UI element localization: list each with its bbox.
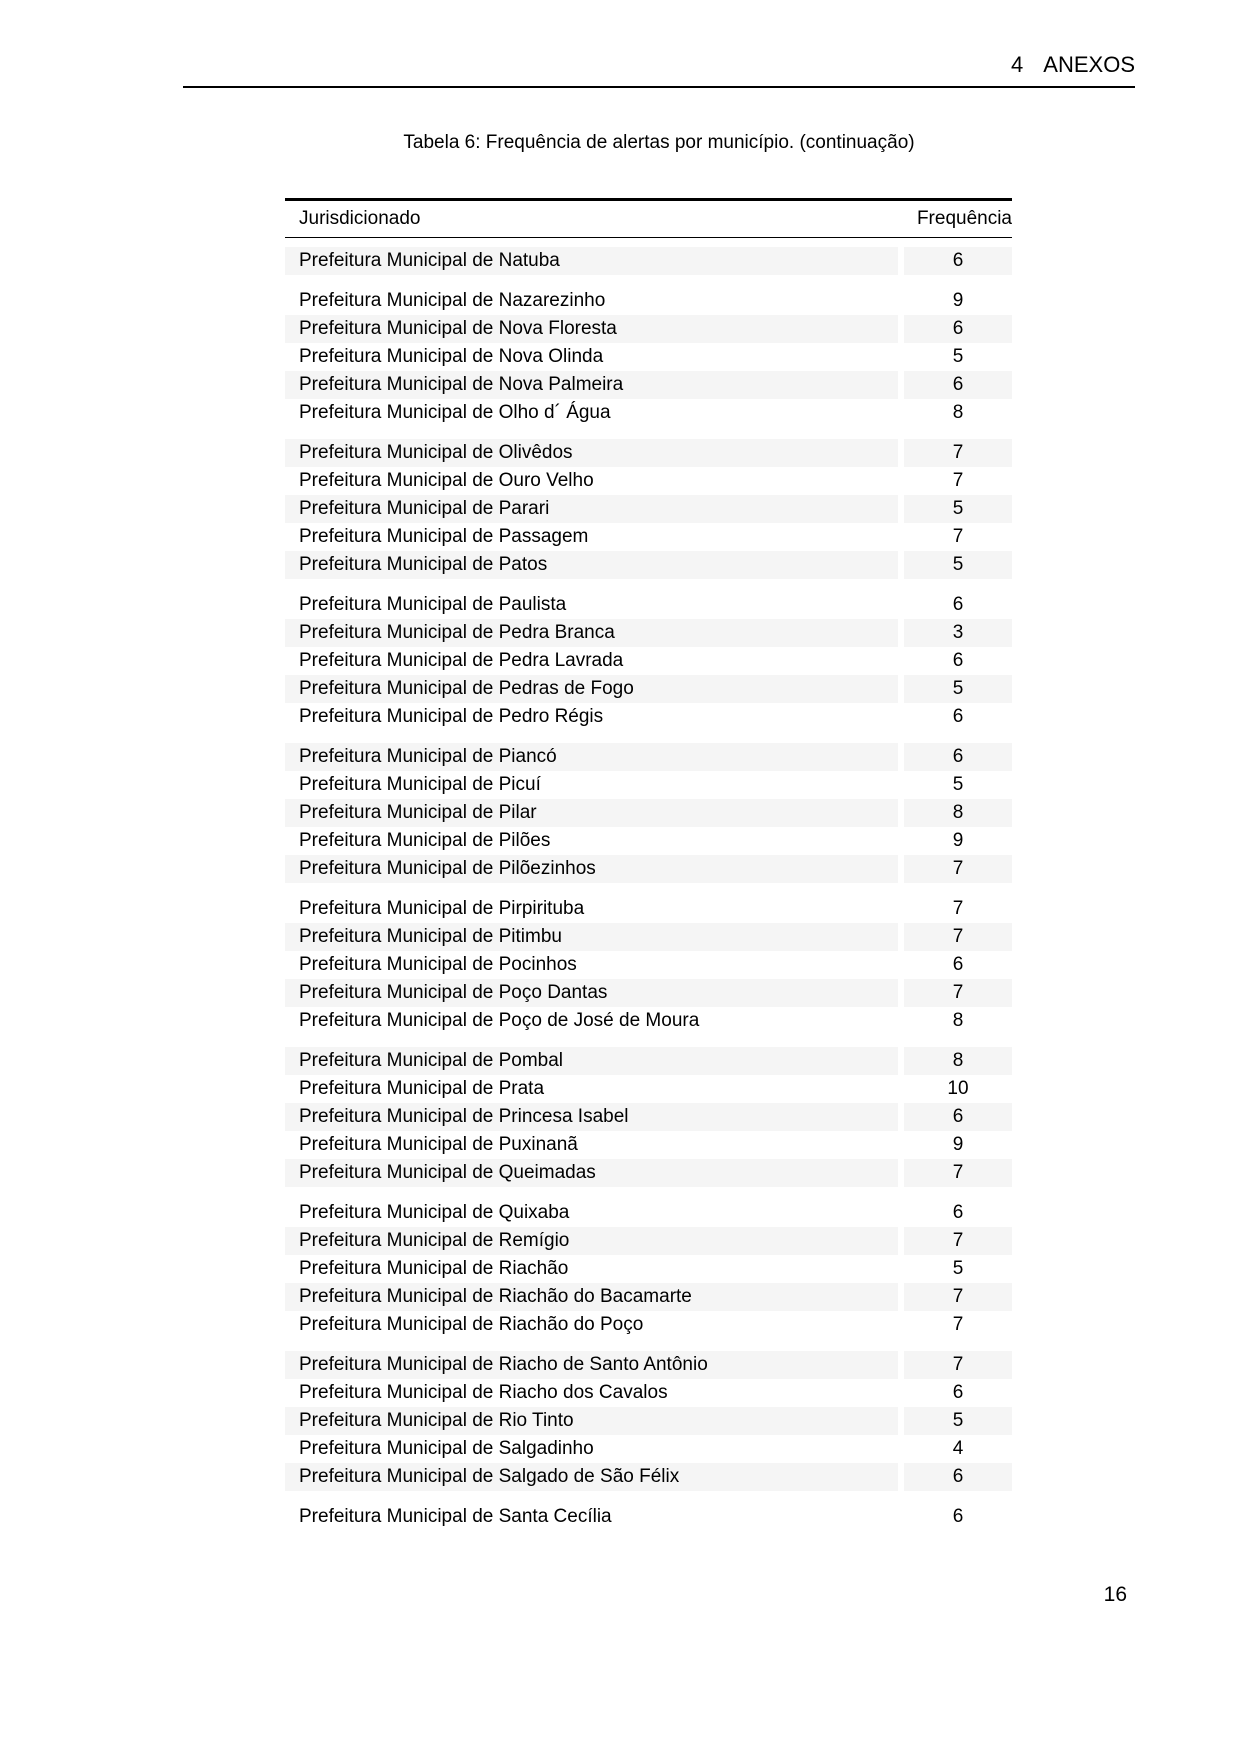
frequencia-cell: 6 [904, 315, 1012, 343]
table-row [285, 1047, 1012, 1075]
table-row [285, 591, 1012, 619]
table-row [285, 979, 1012, 1007]
jurisdicionado-cell: Prefeitura Municipal de Pirpirituba [299, 898, 585, 919]
frequencia-cell: 5 [904, 675, 1012, 703]
jurisdicionado-cell: Prefeitura Municipal de Santa Cecília [299, 1506, 612, 1527]
jurisdicionado-cell: Prefeitura Municipal de Paulista [299, 594, 567, 615]
frequencia-cell: 9 [952, 1134, 964, 1155]
jurisdicionado-cell: Prefeitura Municipal de Salgado de São Félix [285, 1463, 898, 1491]
jurisdicionado-cell: Prefeitura Municipal de Queimadas [285, 1159, 898, 1187]
jurisdicionado-cell: Prefeitura Municipal de Pedras de Fogo [285, 675, 898, 703]
frequencia-cell: 7 [904, 923, 1012, 951]
jurisdicionado-cell: Prefeitura Municipal de Natuba [285, 247, 898, 275]
frequencia-cell: 7 [952, 898, 964, 919]
jurisdicionado-cell: Prefeitura Municipal de Pitimbu [285, 923, 898, 951]
jurisdicionado-cell: Prefeitura Municipal de Prata [299, 1078, 545, 1099]
frequencia-cell: 5 [952, 774, 964, 795]
jurisdicionado-cell: Prefeitura Municipal de Riacho dos Cavalos [299, 1382, 668, 1403]
table-row [285, 247, 1012, 275]
frequencia-cell: 9 [952, 290, 964, 311]
jurisdicionado-cell: Prefeitura Municipal de Rio Tinto [285, 1407, 898, 1435]
jurisdicionado-cell: Prefeitura Municipal de Nova Palmeira [285, 371, 898, 399]
jurisdicionado-cell: Prefeitura Municipal de Parari [285, 495, 898, 523]
frequencia-cell: 6 [904, 247, 1012, 275]
jurisdicionado-cell: Prefeitura Municipal de Remígio [285, 1227, 898, 1255]
jurisdicionado-cell: Prefeitura Municipal de Pilões [299, 830, 551, 851]
table-row [285, 1435, 1012, 1463]
section-number: 4 [1011, 52, 1024, 77]
frequencia-cell: 6 [904, 743, 1012, 771]
jurisdicionado-cell: Prefeitura Municipal de Quixaba [299, 1202, 570, 1223]
jurisdicionado-cell: Prefeitura Municipal de Pedro Régis [299, 706, 604, 727]
frequencia-cell: 7 [904, 1159, 1012, 1187]
jurisdicionado-cell: Prefeitura Municipal de Patos [285, 551, 898, 579]
jurisdicionado-cell: Prefeitura Municipal de Pombal [285, 1047, 898, 1075]
column-header-jurisdicionado: Jurisdicionado [299, 208, 421, 229]
jurisdicionado-cell: Prefeitura Municipal de Piancó [285, 743, 898, 771]
frequencia-cell: 6 [952, 954, 964, 975]
table-row [285, 855, 1012, 883]
table-row [285, 1103, 1012, 1131]
table-row [285, 743, 1012, 771]
jurisdicionado-cell: Prefeitura Municipal de Pedra Branca [285, 619, 898, 647]
jurisdicionado-cell: Prefeitura Municipal de Pilar [285, 799, 898, 827]
frequencia-cell: 7 [952, 526, 964, 547]
frequencia-cell: 7 [904, 1351, 1012, 1379]
frequencia-cell: 6 [952, 1506, 964, 1527]
table-row [285, 1351, 1012, 1379]
frequencia-cell: 7 [904, 1283, 1012, 1311]
table-row [285, 1379, 1012, 1407]
jurisdicionado-cell: Prefeitura Municipal de Pocinhos [299, 954, 577, 975]
table-row [285, 1199, 1012, 1227]
jurisdicionado-cell: Prefeitura Municipal de Poço de José de Moura [299, 1010, 700, 1031]
jurisdicionado-cell: Prefeitura Municipal de Salgadinho [299, 1438, 594, 1459]
frequencia-cell: 3 [904, 619, 1012, 647]
frequencia-cell: 5 [952, 346, 964, 367]
table-row [285, 895, 1012, 923]
table-row [285, 1463, 1012, 1491]
table-row [285, 827, 1012, 855]
jurisdicionado-cell: Prefeitura Municipal de Picuí [299, 774, 541, 795]
frequencia-cell: 5 [952, 1258, 964, 1279]
table-row [285, 495, 1012, 523]
table-row [285, 551, 1012, 579]
jurisdicionado-cell: Prefeitura Municipal de Riachão [299, 1258, 569, 1279]
table-row [285, 287, 1012, 315]
frequencia-cell: 7 [904, 855, 1012, 883]
frequencia-cell: 6 [952, 706, 964, 727]
table-row [285, 467, 1012, 495]
table-caption: Tabela 6: Frequência de alertas por município. (continuação) [403, 132, 915, 153]
table-row [285, 1131, 1012, 1159]
frequencia-cell: 4 [952, 1438, 964, 1459]
frequencia-cell: 10 [947, 1078, 969, 1099]
frequencia-cell: 6 [952, 594, 964, 615]
jurisdicionado-cell: Prefeitura Municipal de Pilõezinhos [285, 855, 898, 883]
frequencia-cell: 6 [904, 1103, 1012, 1131]
frequencia-cell: 6 [952, 1202, 964, 1223]
table-row [285, 1407, 1012, 1435]
jurisdicionado-cell: Prefeitura Municipal de Riacho de Santo Antônio [285, 1351, 898, 1379]
table-row [285, 1159, 1012, 1187]
jurisdicionado-cell: Prefeitura Municipal de Ouro Velho [299, 470, 594, 491]
frequencia-cell: 8 [904, 1047, 1012, 1075]
frequencia-cell: 8 [904, 799, 1012, 827]
jurisdicionado-cell: Prefeitura Municipal de Olivêdos [285, 439, 898, 467]
jurisdicionado-cell: Prefeitura Municipal de Passagem [299, 526, 589, 547]
frequencia-cell: 8 [952, 402, 964, 423]
table-row [285, 371, 1012, 399]
table-row [285, 923, 1012, 951]
jurisdicionado-cell: Prefeitura Municipal de Riachão do Bacamarte [285, 1283, 898, 1311]
table-row [285, 647, 1012, 675]
table-row [285, 1503, 1012, 1531]
running-header [183, 52, 1135, 78]
frequency-table [285, 198, 1012, 1531]
frequencia-cell: 8 [952, 1010, 964, 1031]
page-number: 16 [1103, 1583, 1127, 1606]
table-row [285, 343, 1012, 371]
table-row [285, 951, 1012, 979]
table-row [285, 619, 1012, 647]
table-row [285, 771, 1012, 799]
frequencia-cell: 7 [904, 979, 1012, 1007]
table-row [285, 675, 1012, 703]
table-row [285, 439, 1012, 467]
frequencia-cell: 9 [952, 830, 964, 851]
frequencia-cell: 5 [904, 1407, 1012, 1435]
frequencia-cell: 6 [952, 650, 964, 671]
frequencia-cell: 6 [904, 371, 1012, 399]
table-body [285, 238, 1012, 1531]
section-title: ANEXOS [1043, 52, 1135, 77]
table-row [285, 315, 1012, 343]
jurisdicionado-cell: Prefeitura Municipal de Puxinanã [299, 1134, 578, 1155]
frequencia-cell: 7 [904, 439, 1012, 467]
jurisdicionado-cell: Prefeitura Municipal de Nova Floresta [285, 315, 898, 343]
jurisdicionado-cell: Prefeitura Municipal de Poço Dantas [285, 979, 898, 1007]
frequencia-cell: 6 [904, 1463, 1012, 1491]
frequencia-cell: 7 [952, 1314, 964, 1335]
frequencia-cell: 7 [952, 470, 964, 491]
jurisdicionado-cell: Prefeitura Municipal de Riachão do Poço [299, 1314, 644, 1335]
frequencia-cell: 5 [904, 551, 1012, 579]
table-row [285, 1227, 1012, 1255]
table-row [285, 703, 1012, 731]
table-row [285, 399, 1012, 427]
jurisdicionado-cell: Prefeitura Municipal de Princesa Isabel [285, 1103, 898, 1131]
table-row [285, 1255, 1012, 1283]
jurisdicionado-cell: Prefeitura Municipal de Nova Olinda [299, 346, 604, 367]
table-row [285, 1007, 1012, 1035]
table-row [285, 799, 1012, 827]
jurisdicionado-cell: Prefeitura Municipal de Olho d´ Água [299, 402, 611, 423]
jurisdicionado-cell: Prefeitura Municipal de Pedra Lavrada [299, 650, 624, 671]
frequencia-cell: 7 [904, 1227, 1012, 1255]
table-header-row [285, 201, 1012, 238]
frequencia-cell: 6 [952, 1382, 964, 1403]
table-row [285, 1283, 1012, 1311]
jurisdicionado-cell: Prefeitura Municipal de Nazarezinho [299, 290, 606, 311]
table-row [285, 523, 1012, 551]
column-header-frequencia: Frequência [916, 208, 1012, 229]
header-rule [183, 86, 1135, 88]
frequencia-cell: 5 [904, 495, 1012, 523]
table-row [285, 1311, 1012, 1339]
table-row [285, 1075, 1012, 1103]
